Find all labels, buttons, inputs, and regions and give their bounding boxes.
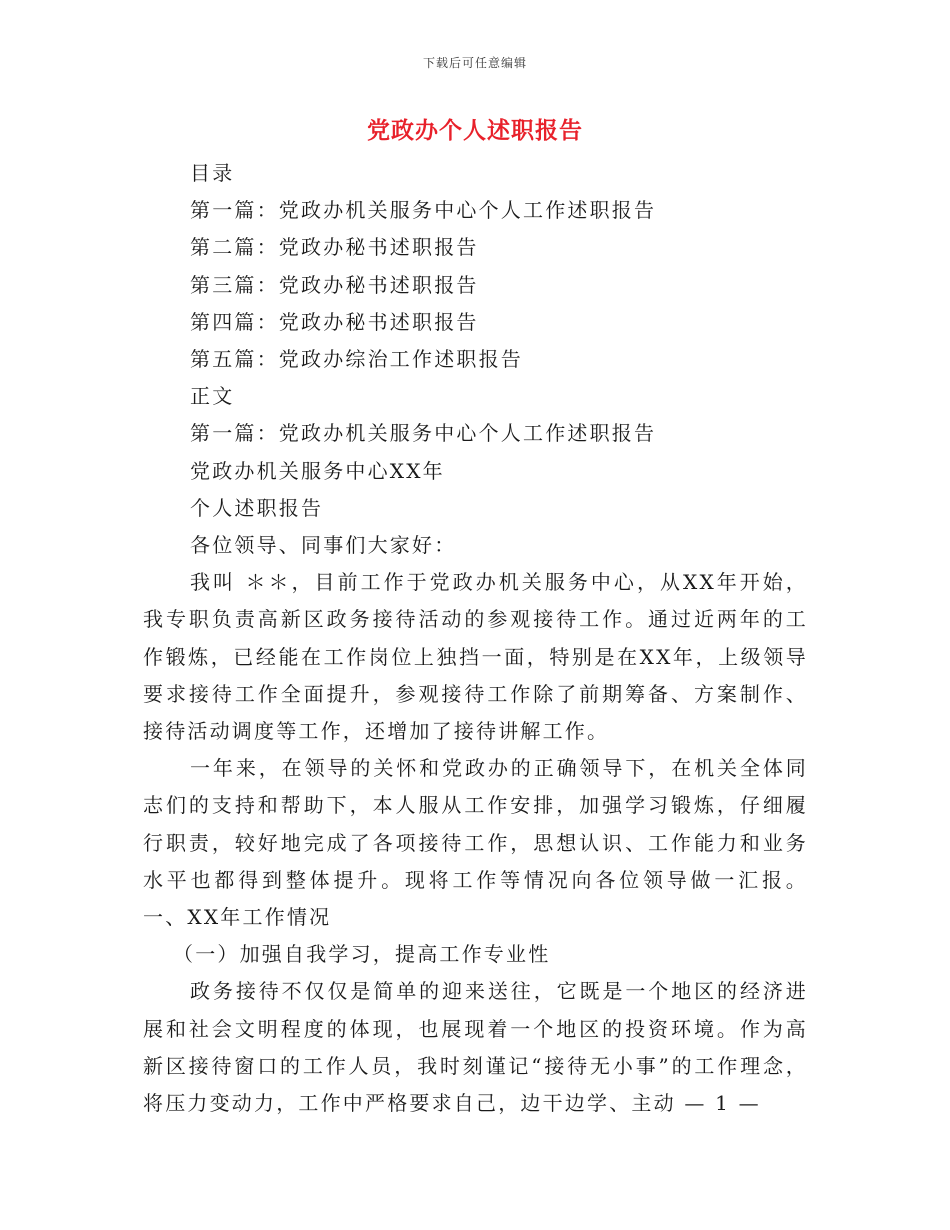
body-paragraph: 我叫 ＊＊，目前工作于党政办机关服务中心，从XX年开始，我专职负责高新区政务接待活动的参观接待工作。通过近两年的工作锻炼，已经能在工作岗位上独挡一面，特别是在XX年，上级领导要求接待工作全面提升，参观接待工作除了前期筹备、方案制作、接待活动调度等工作，还增加了接待讲解工作。 [143, 570, 808, 744]
report-title-line: 个人述职报告 [190, 495, 324, 520]
toc-item: 第二篇：党政办秘书述职报告 [190, 235, 479, 260]
section-title: 第一篇：党政办机关服务中心个人工作述职报告 [190, 421, 657, 446]
greeting: 各位领导、同事们大家好： [190, 533, 457, 558]
sub-heading: （一）加强自我学习，提高工作专业性 [173, 942, 551, 967]
toc-item: 第一篇：党政办机关服务中心个人工作述职报告 [190, 198, 657, 223]
header-note: 下载后可任意编辑 [422, 56, 527, 70]
toc-item: 第五篇：党政办综治工作述职报告 [190, 347, 523, 372]
body-paragraph: 一年来，在领导的关怀和党政办的正确领导下，在机关全体同志们的支持和帮助下，本人服从工作安排，加强学习锻炼，仔细履行职责，较好地完成了各项接待工作，思想认识、工作能力和业务水平也都得到整体提升。现将工作等情况向各位领导做一汇报。 一、XX年工作情况 [143, 756, 808, 930]
document-body [143, 155, 808, 1122]
body-label: 正文 [190, 384, 235, 409]
body-paragraph: 政务接待不仅仅是简单的迎来送往，它既是一个地区的经济进展和社会文明程度的体现，也展现着一个地区的投资环境。作为高新区接待窗口的工作人员，我时刻谨记“接待无小事”的工作理念，将压力变动力，工作中严格要求自己，边干边学、主动 — 1 — [143, 979, 808, 1116]
report-title-line: 党政办机关服务中心XX年 [190, 458, 445, 483]
toc-item: 第三篇：党政办秘书述职报告 [190, 272, 479, 297]
toc-item: 第四篇：党政办秘书述职报告 [190, 309, 479, 334]
document-title: 党政办个人述职报告 [367, 117, 583, 144]
toc-label: 目录 [190, 161, 235, 185]
